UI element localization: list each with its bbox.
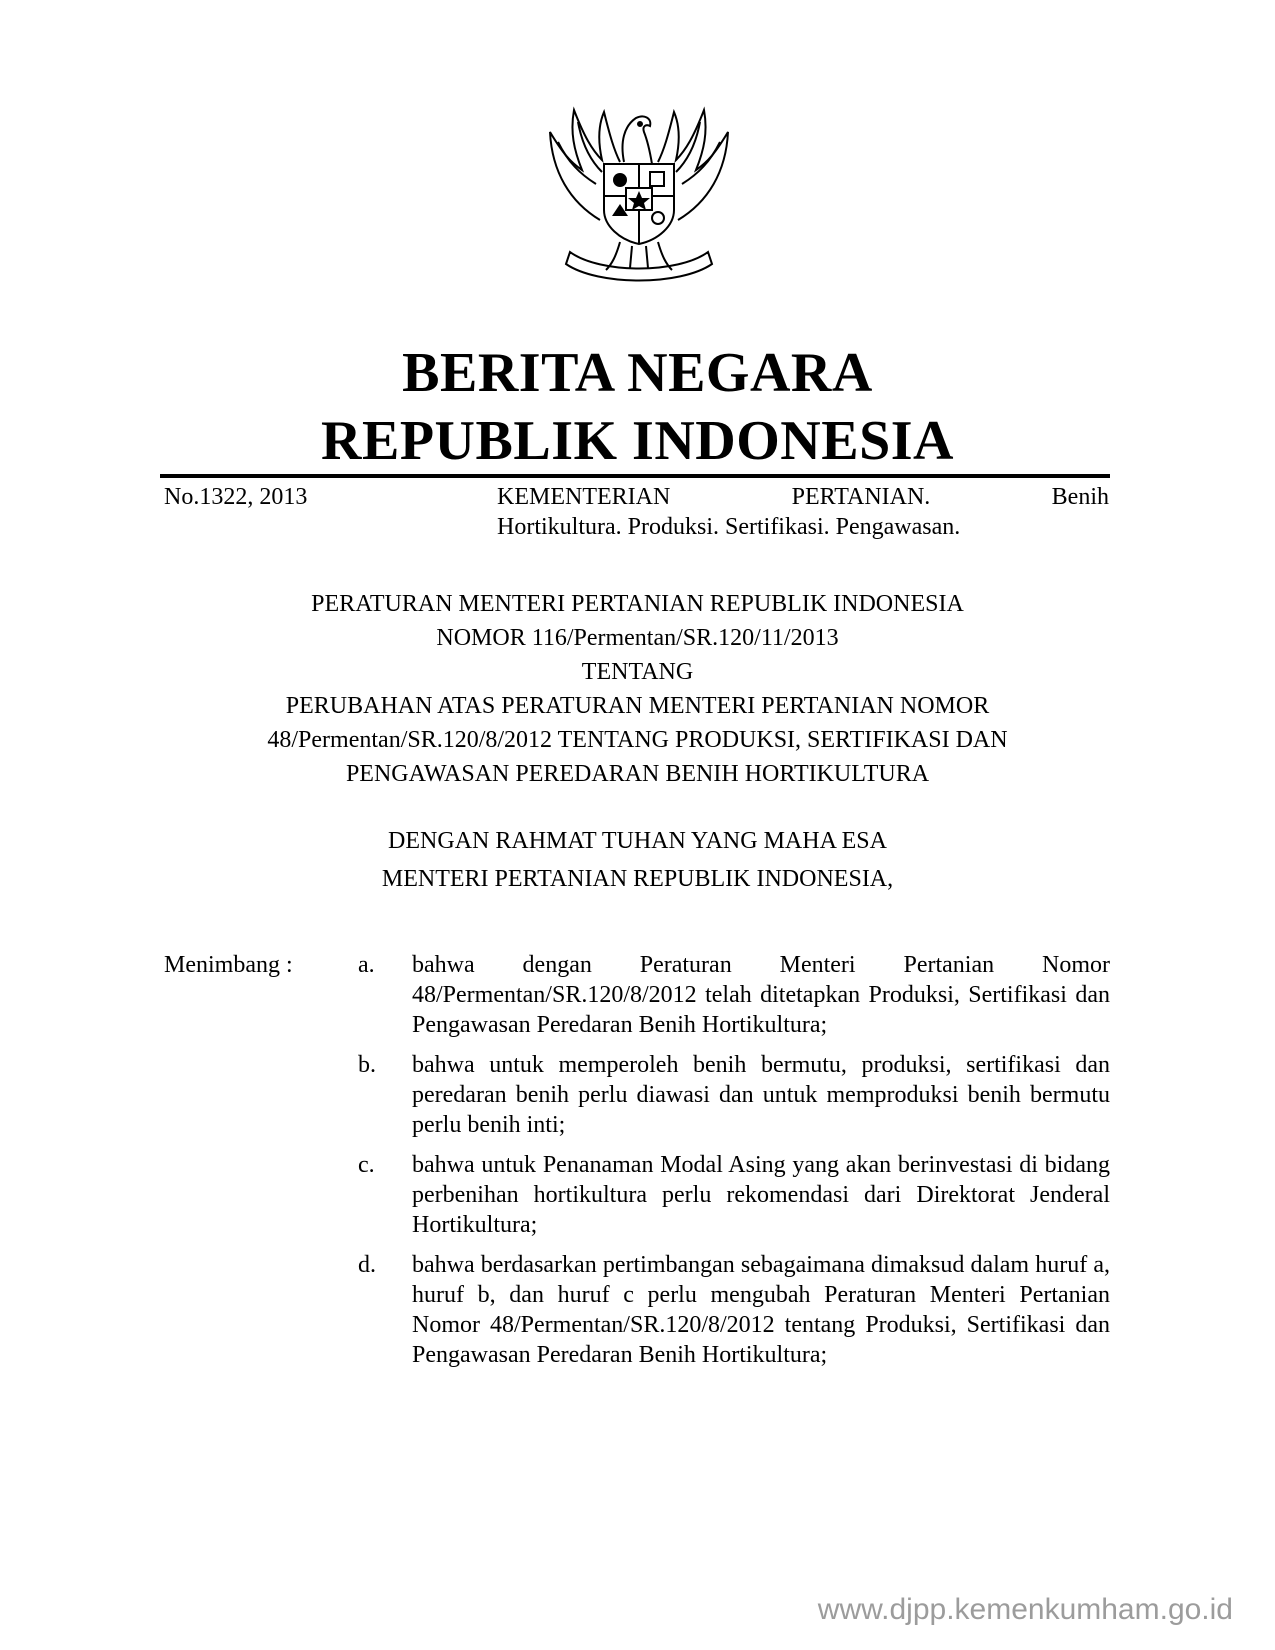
source-watermark: www.djpp.kemenkumham.go.id: [817, 1593, 1233, 1626]
title-line-2: REPUBLIK INDONESIA: [321, 410, 954, 472]
title-line-1: BERITA NEGARA: [402, 342, 873, 404]
header-divider: [160, 474, 1110, 478]
garuda-emblem-icon: [540, 92, 738, 284]
regulation-heading: [160, 587, 1115, 791]
regulation-line: NOMOR 116/Permentan/SR.120/11/2013: [436, 625, 839, 651]
considering-list: [350, 950, 1110, 1380]
item-text: bahwa untuk Penanaman Modal Asing yang akan berinvestasi di bidang perbenihan hortikultura perlu rekomendasi dari Direktorat Jenderal Hortikultura;: [412, 1152, 1110, 1238]
item-text: bahwa dengan Peraturan Menteri Pertanian Nomor 48/Permentan/SR.120/8/2012 telah ditetapkan Produksi, Sertifikasi dan Pengawasan Peredaran Benih Hortikultura;: [412, 952, 1110, 1038]
issue-subject-line-1: [497, 482, 1109, 512]
list-item: [350, 1150, 1110, 1240]
item-text: bahwa untuk memperoleh benih bermutu, produksi, sertifikasi dan peredaran benih perlu diawasi dan untuk memproduksi benih bermutu perlu benih inti;: [412, 1052, 1110, 1138]
issue-subject-word: KEMENTERIAN: [497, 484, 671, 510]
preamble-line: MENTERI PERTANIAN REPUBLIK INDONESIA,: [381, 866, 894, 892]
regulation-line: PERUBAHAN ATAS PERATURAN MENTERI PERTANIAN NOMOR: [285, 693, 990, 719]
preamble-line: DENGAN RAHMAT TUHAN YANG MAHA ESA: [388, 828, 887, 854]
list-item: [350, 1250, 1110, 1370]
issue-subject: [497, 482, 1109, 542]
regulation-line: TENTANG: [581, 659, 694, 685]
list-item: [350, 950, 1110, 1040]
considering-label: Menimbang :: [164, 952, 293, 978]
issue-subject-word: Benih: [1051, 484, 1109, 510]
issue-subject-word: PERTANIAN.: [791, 484, 931, 510]
item-letter: a.: [358, 952, 375, 978]
item-letter: b.: [358, 1052, 376, 1078]
issue-subject-line-2: Hortikultura. Produksi. Sertifikasi. Pengawasan.: [497, 514, 961, 540]
item-text: bahwa berdasarkan pertimbangan sebagaimana dimaksud dalam huruf a, huruf b, dan huruf c perlu mengubah Peraturan Menteri Pertanian Nomor 48/Permentan/SR.120/8/2012 tentang Produksi, Sertifikasi dan Pengawasan Peredaran Benih Hortikultura;: [412, 1252, 1110, 1368]
item-letter: c.: [358, 1152, 375, 1178]
issue-number: No.1322, 2013: [164, 484, 308, 510]
item-letter: d.: [358, 1252, 376, 1278]
regulation-line: PENGAWASAN PEREDARAN BENIH HORTIKULTURA: [345, 761, 930, 787]
regulation-line: 48/Permentan/SR.120/8/2012 TENTANG PRODUKSI, SERTIFIKASI DAN: [267, 727, 1008, 753]
preamble: [160, 822, 1115, 898]
list-item: [350, 1050, 1110, 1140]
regulation-line: PERATURAN MENTERI PERTANIAN REPUBLIK INDONESIA: [311, 591, 964, 617]
